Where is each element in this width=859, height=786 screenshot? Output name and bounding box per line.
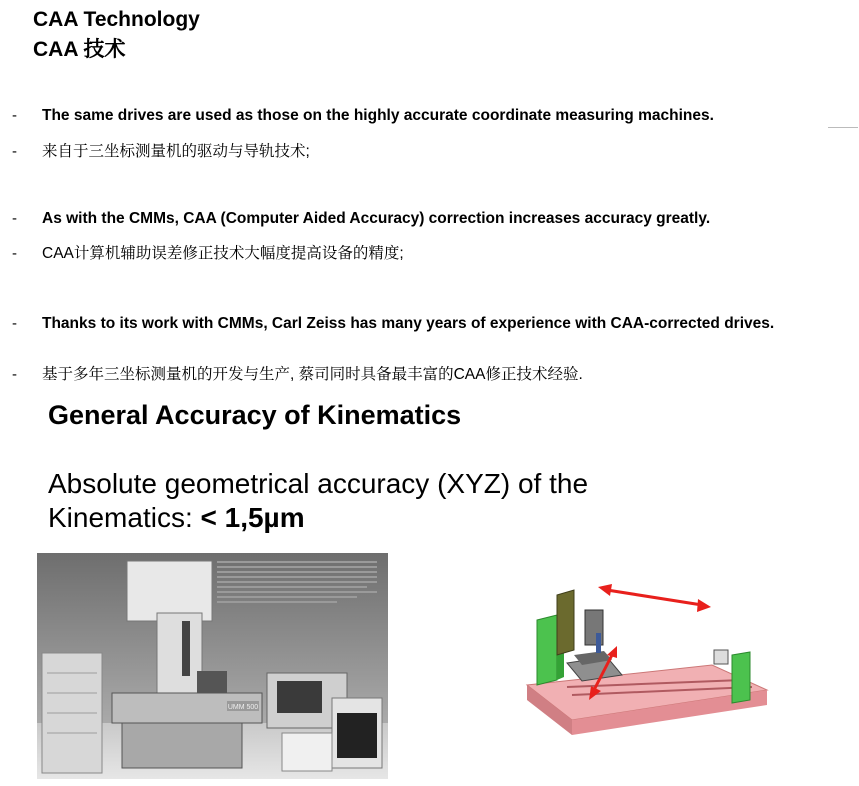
bullet-marker: - bbox=[12, 143, 17, 160]
bullet-text-zh: CAA计算机辅助误差修正技术大幅度提高设备的精度; bbox=[42, 245, 404, 262]
divider-line bbox=[828, 127, 858, 128]
accuracy-value: < 1,5µm bbox=[200, 502, 305, 533]
bullet-marker: - bbox=[12, 107, 17, 124]
bullet-text-zh: 基于多年三坐标测量机的开发与生产, 蔡司同时具备最丰富的CAA修正技术经验. bbox=[42, 366, 583, 383]
accuracy-statement bbox=[48, 467, 648, 535]
bullet-marker: - bbox=[12, 210, 17, 227]
bullet-text-zh: 来自于三坐标测量机的驱动与导轨技术; bbox=[42, 143, 310, 160]
kinematics-diagram bbox=[512, 555, 785, 760]
slide-title-zh: CAA 技术 bbox=[33, 38, 126, 61]
cmm-machine-illustration bbox=[37, 553, 388, 779]
kinematics-illustration bbox=[512, 555, 785, 760]
accuracy-line bbox=[48, 501, 648, 535]
bullet-marker: - bbox=[12, 366, 17, 383]
accuracy-line: Absolute geometrical accuracy (XYZ) of the bbox=[48, 468, 589, 499]
cmm-machine-photo bbox=[37, 553, 388, 779]
bullet-marker: - bbox=[12, 245, 17, 262]
bullet-text-en: Thanks to its work with CMMs, Carl Zeiss has many years of experience with CAA-corrected drives. bbox=[42, 315, 775, 332]
accuracy-label: Kinematics: bbox=[48, 502, 201, 533]
bullet-marker: - bbox=[12, 315, 17, 332]
slide-title-en: CAA Technology bbox=[33, 8, 200, 31]
section-heading: General Accuracy of Kinematics bbox=[48, 400, 462, 430]
machine-label: UMM 500 bbox=[227, 704, 259, 711]
bullet-text-en: As with the CMMs, CAA (Computer Aided Accuracy) correction increases accuracy greatly. bbox=[42, 210, 711, 227]
bullet-text-en: The same drives are used as those on the highly accurate coordinate measuring machines. bbox=[42, 107, 714, 124]
